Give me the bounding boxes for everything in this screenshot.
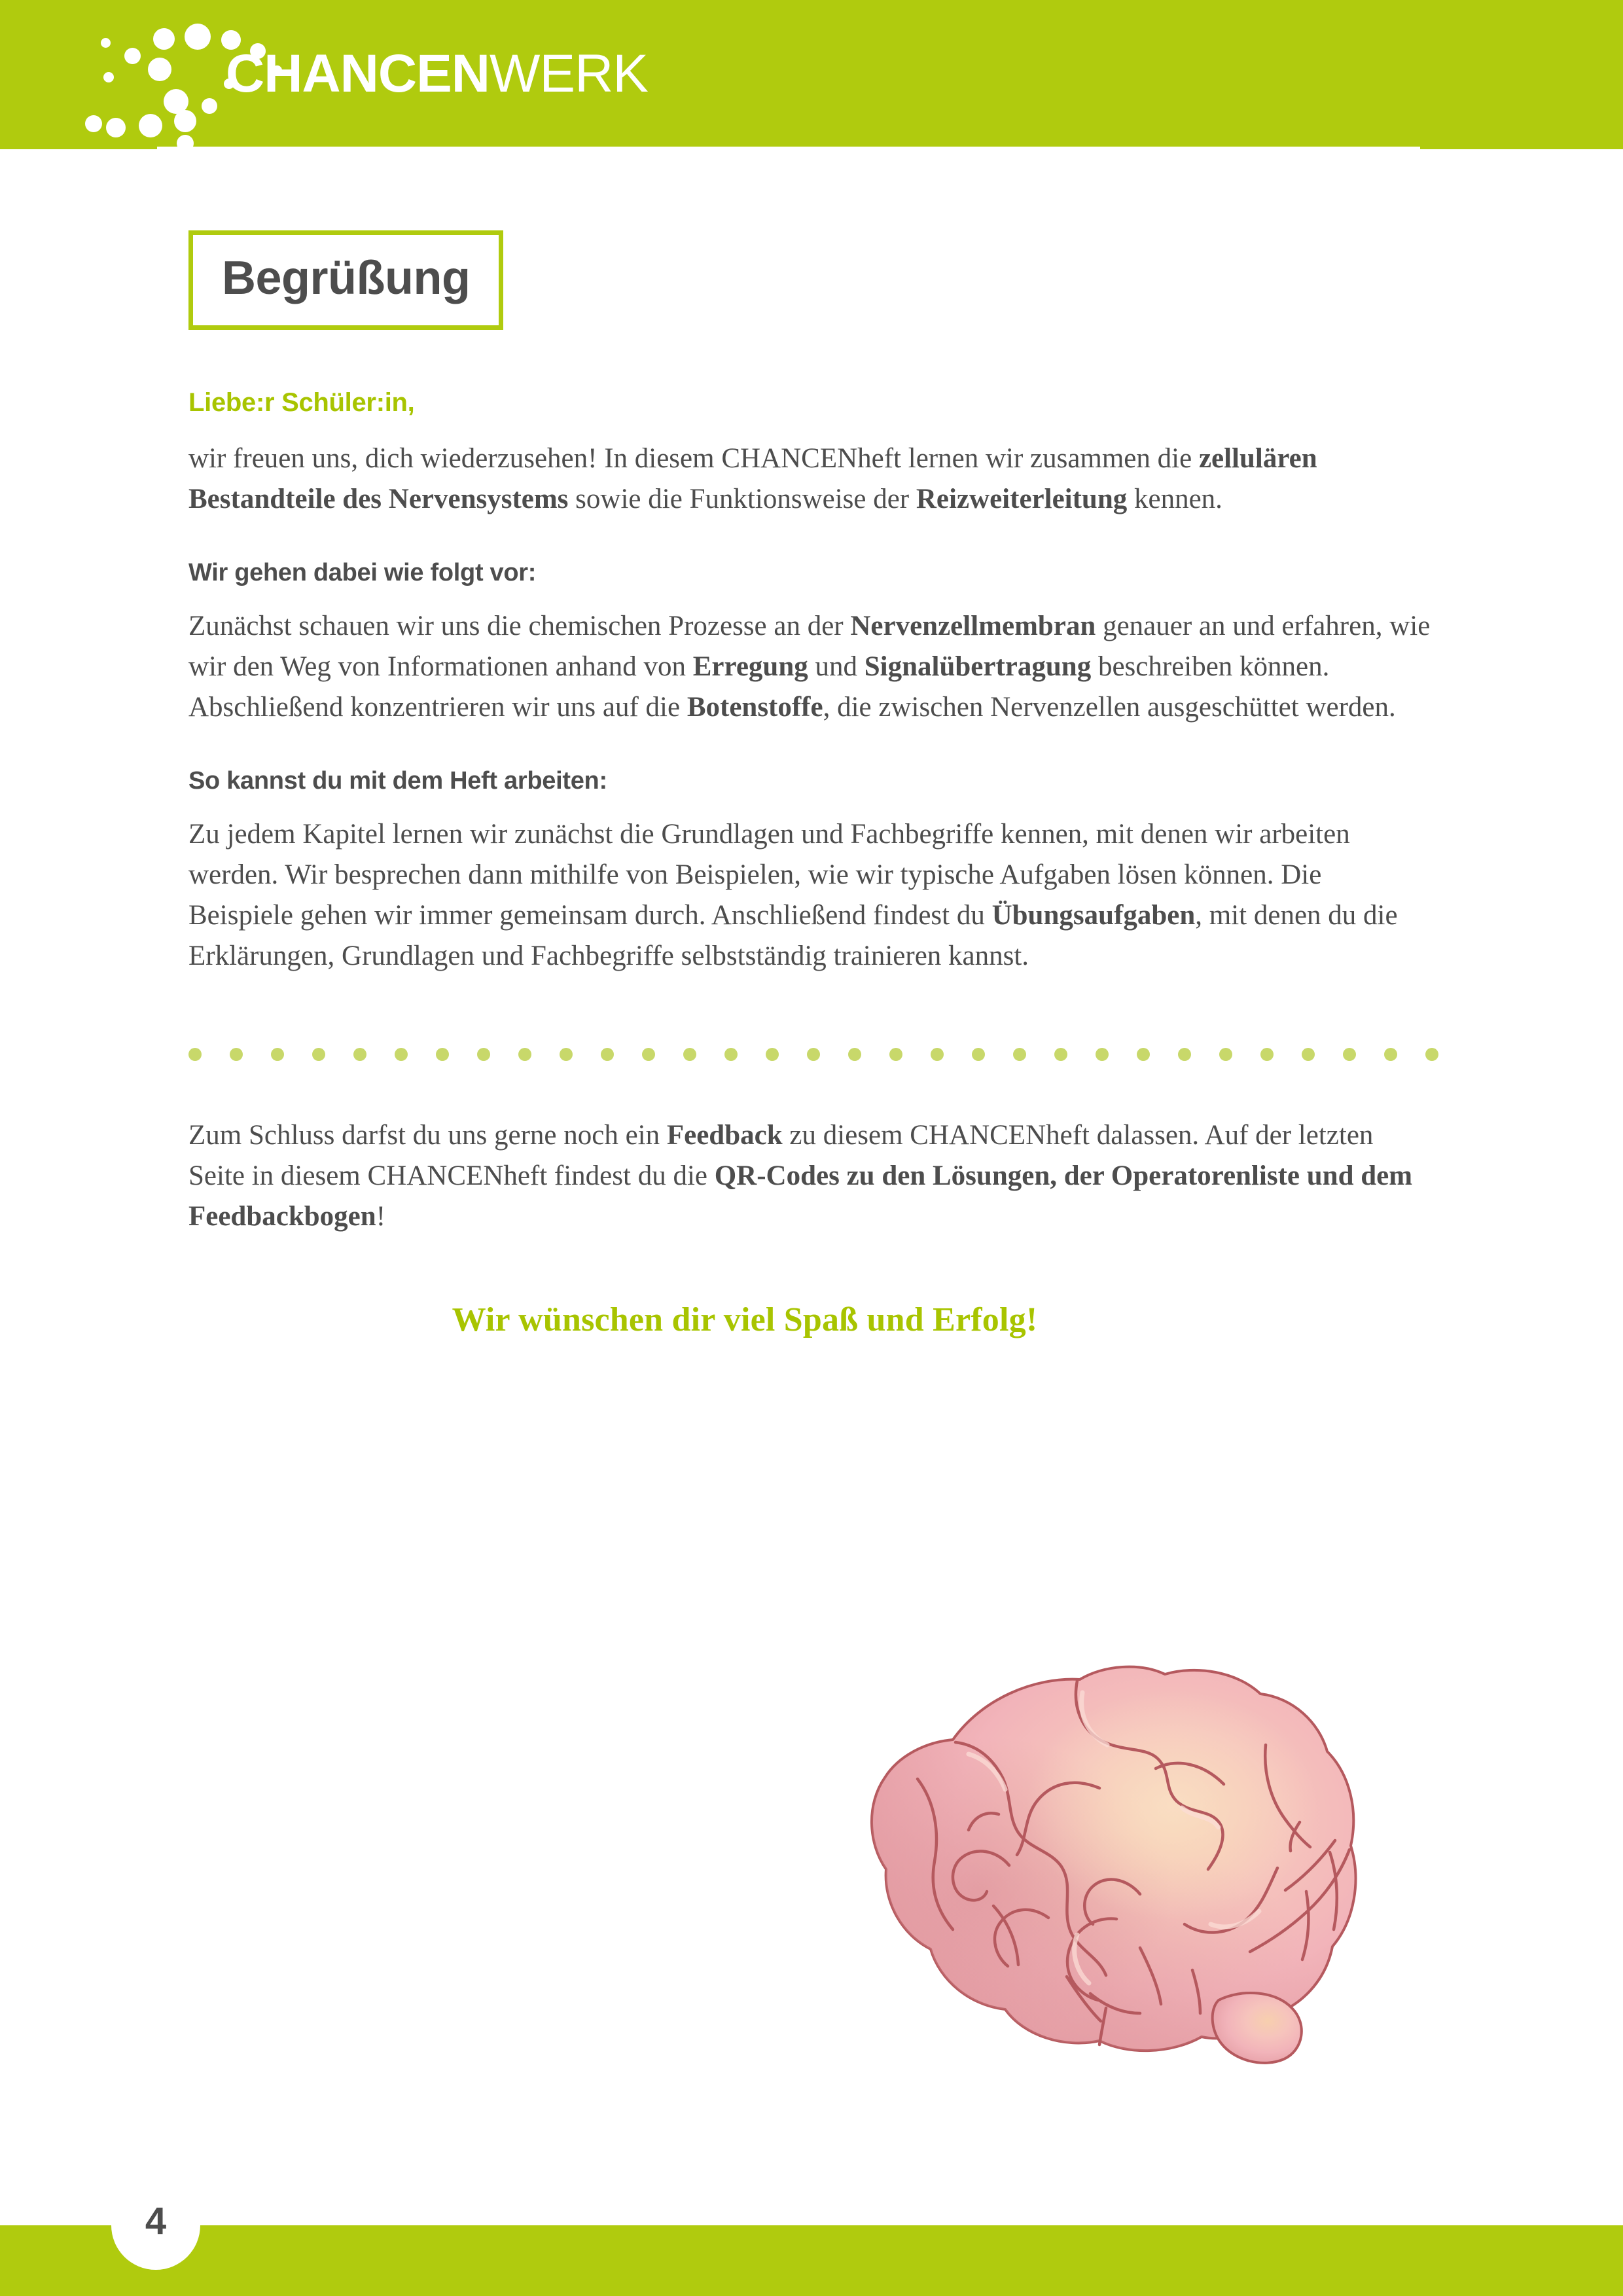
divider-dot xyxy=(188,1048,202,1061)
divider-dot xyxy=(436,1048,449,1061)
page-number: 4 xyxy=(145,2200,167,2242)
header-bar xyxy=(0,0,1623,149)
page-title: Begrüßung xyxy=(222,252,471,304)
paragraph-feedback: Zum Schluss darfst du uns gerne noch ein Feedback zu diesem CHANCENheft dalassen. Auf der letzten Seite in diesem CHANCENheft findest du die QR-Codes zu den Lösungen, der Operatorenliste und dem Feedbackbogen! xyxy=(188,1120,1413,1232)
divider-dot xyxy=(518,1048,531,1061)
header-bottom-notch xyxy=(157,147,1420,152)
salutation: Liebe:r Schüler:in, xyxy=(188,388,415,417)
wordmark-werk: WERK xyxy=(490,44,648,103)
human-brain-illustration xyxy=(818,1617,1394,2114)
divider-dot xyxy=(766,1048,779,1061)
divider-dot xyxy=(1260,1048,1274,1061)
divider-dot xyxy=(1302,1048,1315,1061)
subheading-approach: Wir gehen dabei wie folgt vor: xyxy=(188,559,537,586)
divider-dot xyxy=(724,1048,738,1061)
divider-dot xyxy=(312,1048,325,1061)
divider-dot xyxy=(230,1048,243,1061)
divider-dot xyxy=(1219,1048,1232,1061)
divider-dot xyxy=(972,1048,985,1061)
divider-dot xyxy=(889,1048,902,1061)
divider-dot xyxy=(477,1048,490,1061)
divider-dot xyxy=(560,1048,573,1061)
dotted-divider-icon xyxy=(188,1047,1438,1062)
divider-dot xyxy=(1425,1048,1438,1061)
paragraph-how-to-use: Zu jedem Kapitel lernen wir zunächst die Grundlagen und Fachbegriffe kennen, mit denen wir arbeiten werden. Wir besprechen dann mithilfe von Beispielen, wie wir typische Aufgaben lösen können. Die Beispiele gehen wir immer gemeinsam durch. Anschließend findest du Übungsaufgaben, mit denen du die Erklärungen, Grundlagen und Fachbegriffe selbstständig trainieren kannst. xyxy=(188,819,1398,971)
subheading-how-to-use: So kannst du mit dem Heft arbeiten: xyxy=(188,767,607,795)
divider-dot xyxy=(931,1048,944,1061)
divider-dot xyxy=(1054,1048,1067,1061)
divider-dot xyxy=(683,1048,696,1061)
divider-dot xyxy=(1384,1048,1397,1061)
footer-bar xyxy=(0,2225,1623,2296)
divider-dot xyxy=(1013,1048,1026,1061)
divider-dot xyxy=(1178,1048,1191,1061)
divider-dot xyxy=(1096,1048,1109,1061)
divider-dot xyxy=(1343,1048,1356,1061)
section-title-box xyxy=(188,230,503,330)
intro-paragraph: wir freuen uns, dich wiederzusehen! In diesem CHANCENheft lernen wir zusammen die zellulären Bestandteile des Nervensystems sowie die Funktionsweise der Reizweiterleitung kennen. xyxy=(188,443,1317,514)
divider-dot xyxy=(848,1048,861,1061)
closing-wish: Wir wünschen dir viel Spaß und Erfolg! xyxy=(452,1301,1038,1338)
wordmark-chancen: CHANCEN xyxy=(226,44,490,103)
divider-dot xyxy=(353,1048,366,1061)
main-content xyxy=(188,230,1445,1340)
divider-dot xyxy=(1137,1048,1150,1061)
divider-dot xyxy=(807,1048,820,1061)
divider-dot xyxy=(271,1048,284,1061)
divider-dot xyxy=(642,1048,655,1061)
chancenwerk-wordmark xyxy=(226,45,648,103)
divider-dot xyxy=(395,1048,408,1061)
chancenwerk-dot-swirl-logo-icon xyxy=(85,18,236,136)
paragraph-approach: Zunächst schauen wir uns die chemischen Prozesse an der Nervenzellmembran genauer an und erfahren, wie wir den Weg von Informationen anhand von Erregung und Signalübertragung beschreiben können. Abschließend konzentrieren wir uns auf die Botenstoffe, die zwischen Nervenzellen ausgeschüttet werden. xyxy=(188,611,1431,723)
page-number-badge xyxy=(111,2181,200,2270)
divider-dot xyxy=(601,1048,614,1061)
